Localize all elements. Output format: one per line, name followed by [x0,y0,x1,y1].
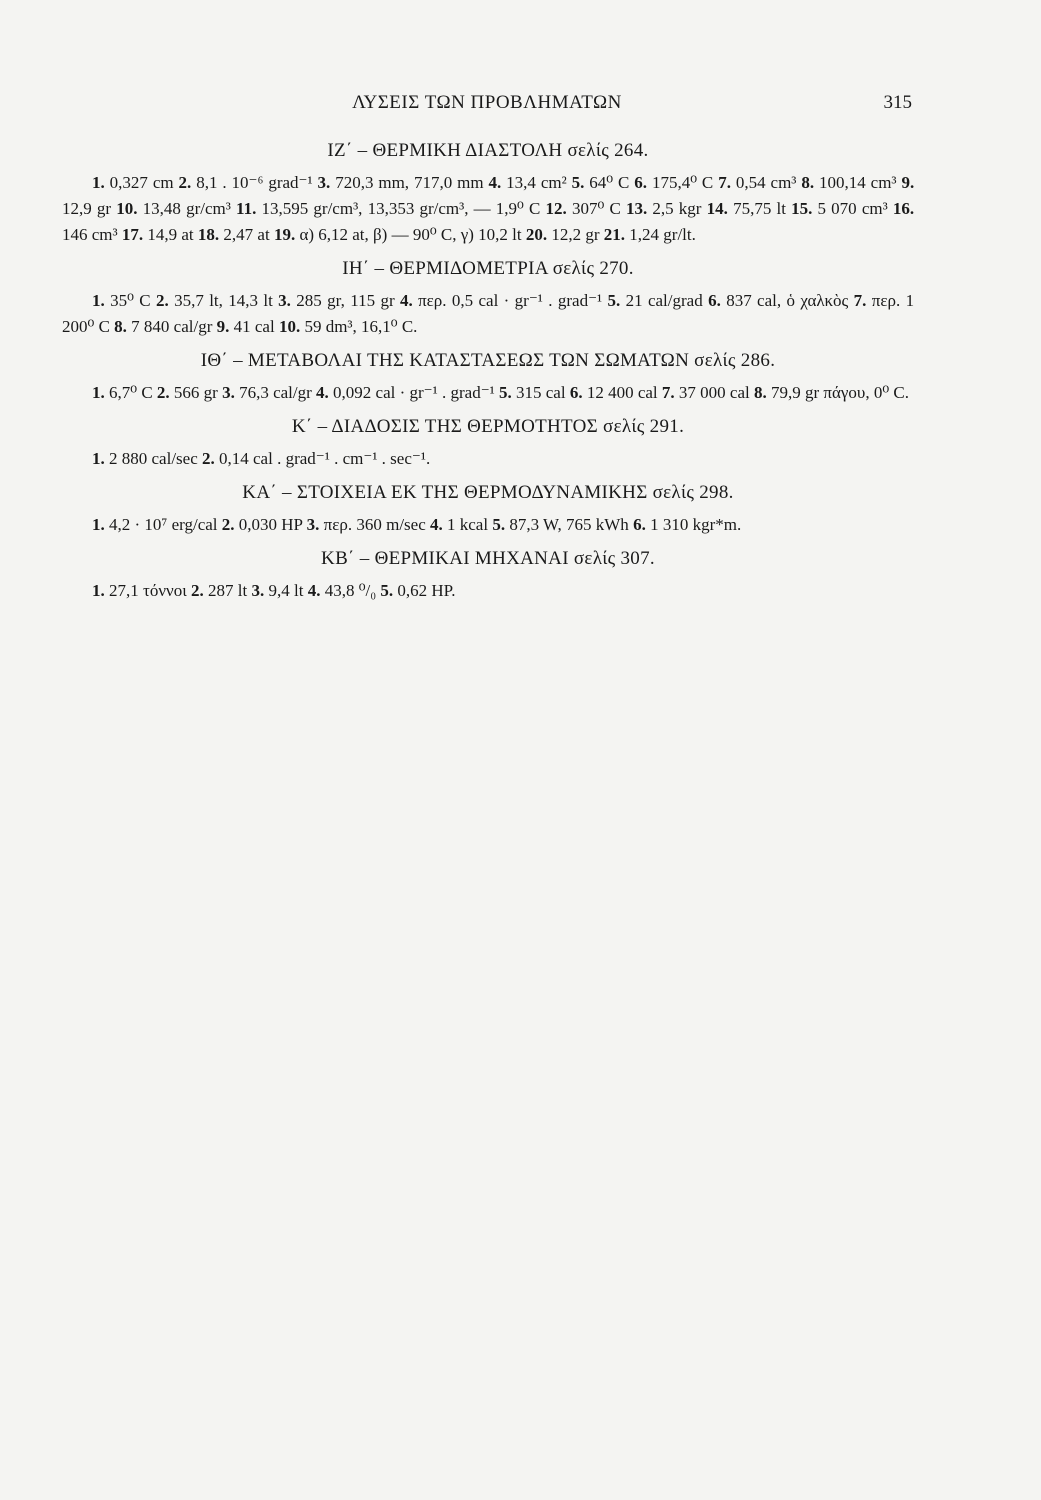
answer-text: 59 dm³, 16,1⁰ C. [304,317,418,336]
answer-item [222,383,312,402]
answer-item [191,581,247,600]
answer-item [662,383,750,402]
answer-number: 5. [499,383,512,402]
answer-text: 35⁰ C [110,291,151,310]
answer-item [157,383,218,402]
answer-item [499,383,566,402]
section-title: ΚΑ΄ – ΣΤΟΙΧΕΙΑ ΕΚ ΤΗΣ ΘΕΡΜΟΔΥΝΑΜΙΚΗΣ σελίς 298. [242,482,734,503]
answer-number: 11. [236,199,257,218]
answer-number: 2. [155,291,169,310]
answer-section [62,258,914,340]
answer-item [92,291,151,310]
answer-text: 146 cm³ [62,225,118,244]
answer-number: 3. [251,581,265,600]
answer-number: 13. [625,199,648,218]
answer-text: 0,030 HP [238,515,303,534]
answer-number: 8. [754,383,767,402]
answer-text: 4,2 · 10⁷ erg/cal [109,515,218,534]
answer-text: 0,54 cm³ [735,173,797,192]
answer-number: 10. [116,199,138,218]
answer-number: 19. [273,225,296,244]
answer-text: 1 kcal [447,515,489,534]
answer-text: 79,9 gr πάγου, 0⁰ C. [771,383,909,402]
answer-item [608,291,703,310]
answer-number: 9. [901,173,915,192]
answer-text: 7 840 cal/gr [131,317,213,336]
answer-text: 75,75 lt [733,199,786,218]
answer-item [572,173,630,192]
answer-item [708,291,848,310]
answer-number: 4. [399,291,413,310]
answer-text: 87,3 W, 765 kWh [509,515,629,534]
answer-number: 16. [892,199,915,218]
answer-text: 0,327 cm [109,173,174,192]
answer-item [526,225,600,244]
answer-item [604,225,696,244]
answer-item [308,581,376,600]
answer-text: 1 310 kgr*m. [650,515,742,534]
answer-number: 4. [430,515,443,534]
answer-section [62,140,914,248]
answer-number: 5. [607,291,621,310]
answer-number: 5. [571,173,585,192]
answer-number: 17. [121,225,144,244]
answer-item [634,173,713,192]
answer-text: 2,5 kgr [652,199,702,218]
answer-item [217,317,275,336]
answer-item [307,515,426,534]
answer-section [62,416,914,472]
answer-item [198,225,270,244]
answer-item [707,199,786,218]
answer-text: 76,3 cal/gr [239,383,312,402]
answer-text: 12 400 cal [586,383,658,402]
answer-list [62,380,914,406]
answer-item [116,199,231,218]
answer-number: 20. [525,225,548,244]
answer-number: 8. [114,317,127,336]
answer-text: 5 070 cm³ [817,199,888,218]
answer-number: 2. [156,383,170,402]
answer-text: 566 gr [173,383,218,402]
answer-list [62,288,914,340]
answer-item [92,173,174,192]
answer-text: 37 000 cal [678,383,750,402]
answer-item [801,173,896,192]
answer-item [92,449,198,468]
answer-item [430,515,488,534]
answer-text: 13,48 gr/cm³ [142,199,231,218]
answer-number: 4. [307,581,321,600]
answer-number: 7. [853,291,867,310]
answer-item [278,291,394,310]
answer-item [92,581,187,600]
answer-number: 10. [278,317,301,336]
answer-number: 1. [92,449,105,468]
answer-section [62,350,914,406]
answer-list [62,512,914,538]
answer-text: 9,4 lt [268,581,304,600]
answer-number: 5. [380,581,394,600]
answer-text: 13,595 gr/cm³, 13,353 gr/cm³, — 1,9⁰ C [261,199,541,218]
answer-number: 3. [222,383,235,402]
running-head [62,92,912,122]
answer-number: 2. [221,515,235,534]
answer-list [62,170,914,248]
page-number: 315 [883,92,912,113]
answer-text: 720,3 mm, 717,0 mm [335,173,484,192]
answer-number: 1. [92,291,105,310]
answer-text: 0,092 cal · gr⁻¹ . grad⁻¹ [333,383,495,402]
answer-number: 4. [488,173,502,192]
answer-text: 12,2 gr [551,225,600,244]
answer-number: 7. [718,173,731,192]
answer-item [122,225,194,244]
answer-item [222,515,303,534]
answer-text: 6,7⁰ C [109,383,153,402]
answer-text: 27,1 τόννοι [109,581,187,600]
answer-text: α) 6,12 at, β) — 90⁰ C, γ) 10,2 lt [299,225,522,244]
answer-text: 100,14 cm³ [818,173,897,192]
answer-list [62,578,914,604]
answer-text: 14,9 at [147,225,194,244]
answer-item [546,199,621,218]
answer-item [316,383,495,402]
running-title: ΛΥΣΕΙΣ ΤΩΝ ΠΡΟΒΛΗΜΑΤΩΝ [352,92,622,113]
answer-text: 287 lt [208,581,248,600]
answer-number: 21. [603,225,626,244]
answer-item [279,317,417,336]
section-title: Κ΄ – ΔΙΑΔΟΣΙΣ ΤΗΣ ΘΕΡΜΟΤΗΤΟΣ σελίς 291. [291,416,685,437]
answer-item [202,449,430,468]
answer-number: 7. [661,383,675,402]
answer-list [62,446,914,472]
answer-text: 307⁰ C [571,199,621,218]
answer-item [754,383,909,402]
answer-number: 4. [316,383,329,402]
answer-text: περ. 360 m/sec [323,515,426,534]
answer-number: 9. [216,317,230,336]
answer-number: 1. [92,515,105,534]
answer-item [156,291,273,310]
answer-number: 6. [708,291,721,310]
answer-item [718,173,796,192]
answer-item [492,515,628,534]
answer-number: 6. [569,383,583,402]
answer-text: 315 cal [516,383,566,402]
answers-content [62,140,914,614]
answer-text: περ. 1 200⁰ C [62,291,915,336]
answer-text: 2 880 cal/sec [109,449,198,468]
answer-text: 285 gr, 115 gr [296,291,395,310]
answer-number: 5. [492,515,506,534]
answer-item [570,383,658,402]
answer-number: 15. [791,199,813,218]
answer-text: 837 cal, ὁ χαλκὸς [726,291,849,310]
answer-item [114,317,212,336]
answer-number: 3. [278,291,291,310]
answer-number: 8. [801,173,815,192]
answer-item [318,173,484,192]
answer-text: 12,9 gr [62,199,112,218]
answer-text: 2,47 at [223,225,270,244]
section-title: ΙΗ΄ – ΘΕΡΜΙΔΟΜΕΤΡΙΑ σελίς 270. [342,258,634,279]
answer-item [791,199,888,218]
answer-number: 2. [202,449,215,468]
answer-section [62,482,914,538]
answer-item [92,515,218,534]
section-title: ΙΘ΄ – ΜΕΤΑΒΟΛΑΙ ΤΗΣ ΚΑΤΑΣΤΑΣΕΩΣ ΤΩΝ ΣΩΜΑΤΩΝ σελίς 286. [200,350,776,371]
answer-section [62,548,914,604]
answer-item [489,173,567,192]
answer-number: 6. [634,173,648,192]
answer-item [274,225,522,244]
answer-number: 18. [197,225,220,244]
answer-number: 1. [92,383,105,402]
answer-number: 3. [317,173,331,192]
section-title: ΙΖ΄ – ΘΕΡΜΙΚΗ ΔΙΑΣΤΟΛΗ σελίς 264. [327,140,649,161]
answer-text: 41 cal [233,317,275,336]
answer-item [179,173,313,192]
answer-item [251,581,303,600]
section-title: ΚΒ΄ – ΘΕΡΜΙΚΑΙ ΜΗΧΑΝΑΙ σελίς 307. [321,548,655,569]
answer-text: 1,24 gr/lt. [629,225,696,244]
answer-text: 175,4⁰ C [651,173,714,192]
answer-number: 1. [92,173,105,192]
answer-item [626,199,702,218]
answer-text: περ. 0,5 cal · gr⁻¹ . grad⁻¹ [418,291,603,310]
answer-text: 64⁰ C [589,173,630,192]
answer-item [633,515,741,534]
answer-number: 14. [706,199,728,218]
answer-text: 13,4 cm² [506,173,567,192]
answer-item [380,581,455,600]
answer-item [92,383,153,402]
answer-item [236,199,540,218]
answer-item [400,291,602,310]
answer-number: 12. [545,199,567,218]
answer-number: 6. [633,515,646,534]
answer-text: 43,8 ⁰/₀ [324,581,377,600]
answer-text: 0,14 cal . grad⁻¹ . cm⁻¹ . sec⁻¹. [219,449,431,468]
answer-text: 0,62 HP. [397,581,456,600]
answer-number: 2. [191,581,204,600]
answer-number: 1. [92,581,105,600]
answer-number: 2. [178,173,192,192]
answer-number: 3. [306,515,320,534]
answer-text: 21 cal/grad [625,291,703,310]
answer-text: 35,7 lt, 14,3 lt [174,291,273,310]
answer-text: 8,1 . 10⁻⁶ grad⁻¹ [196,173,313,192]
